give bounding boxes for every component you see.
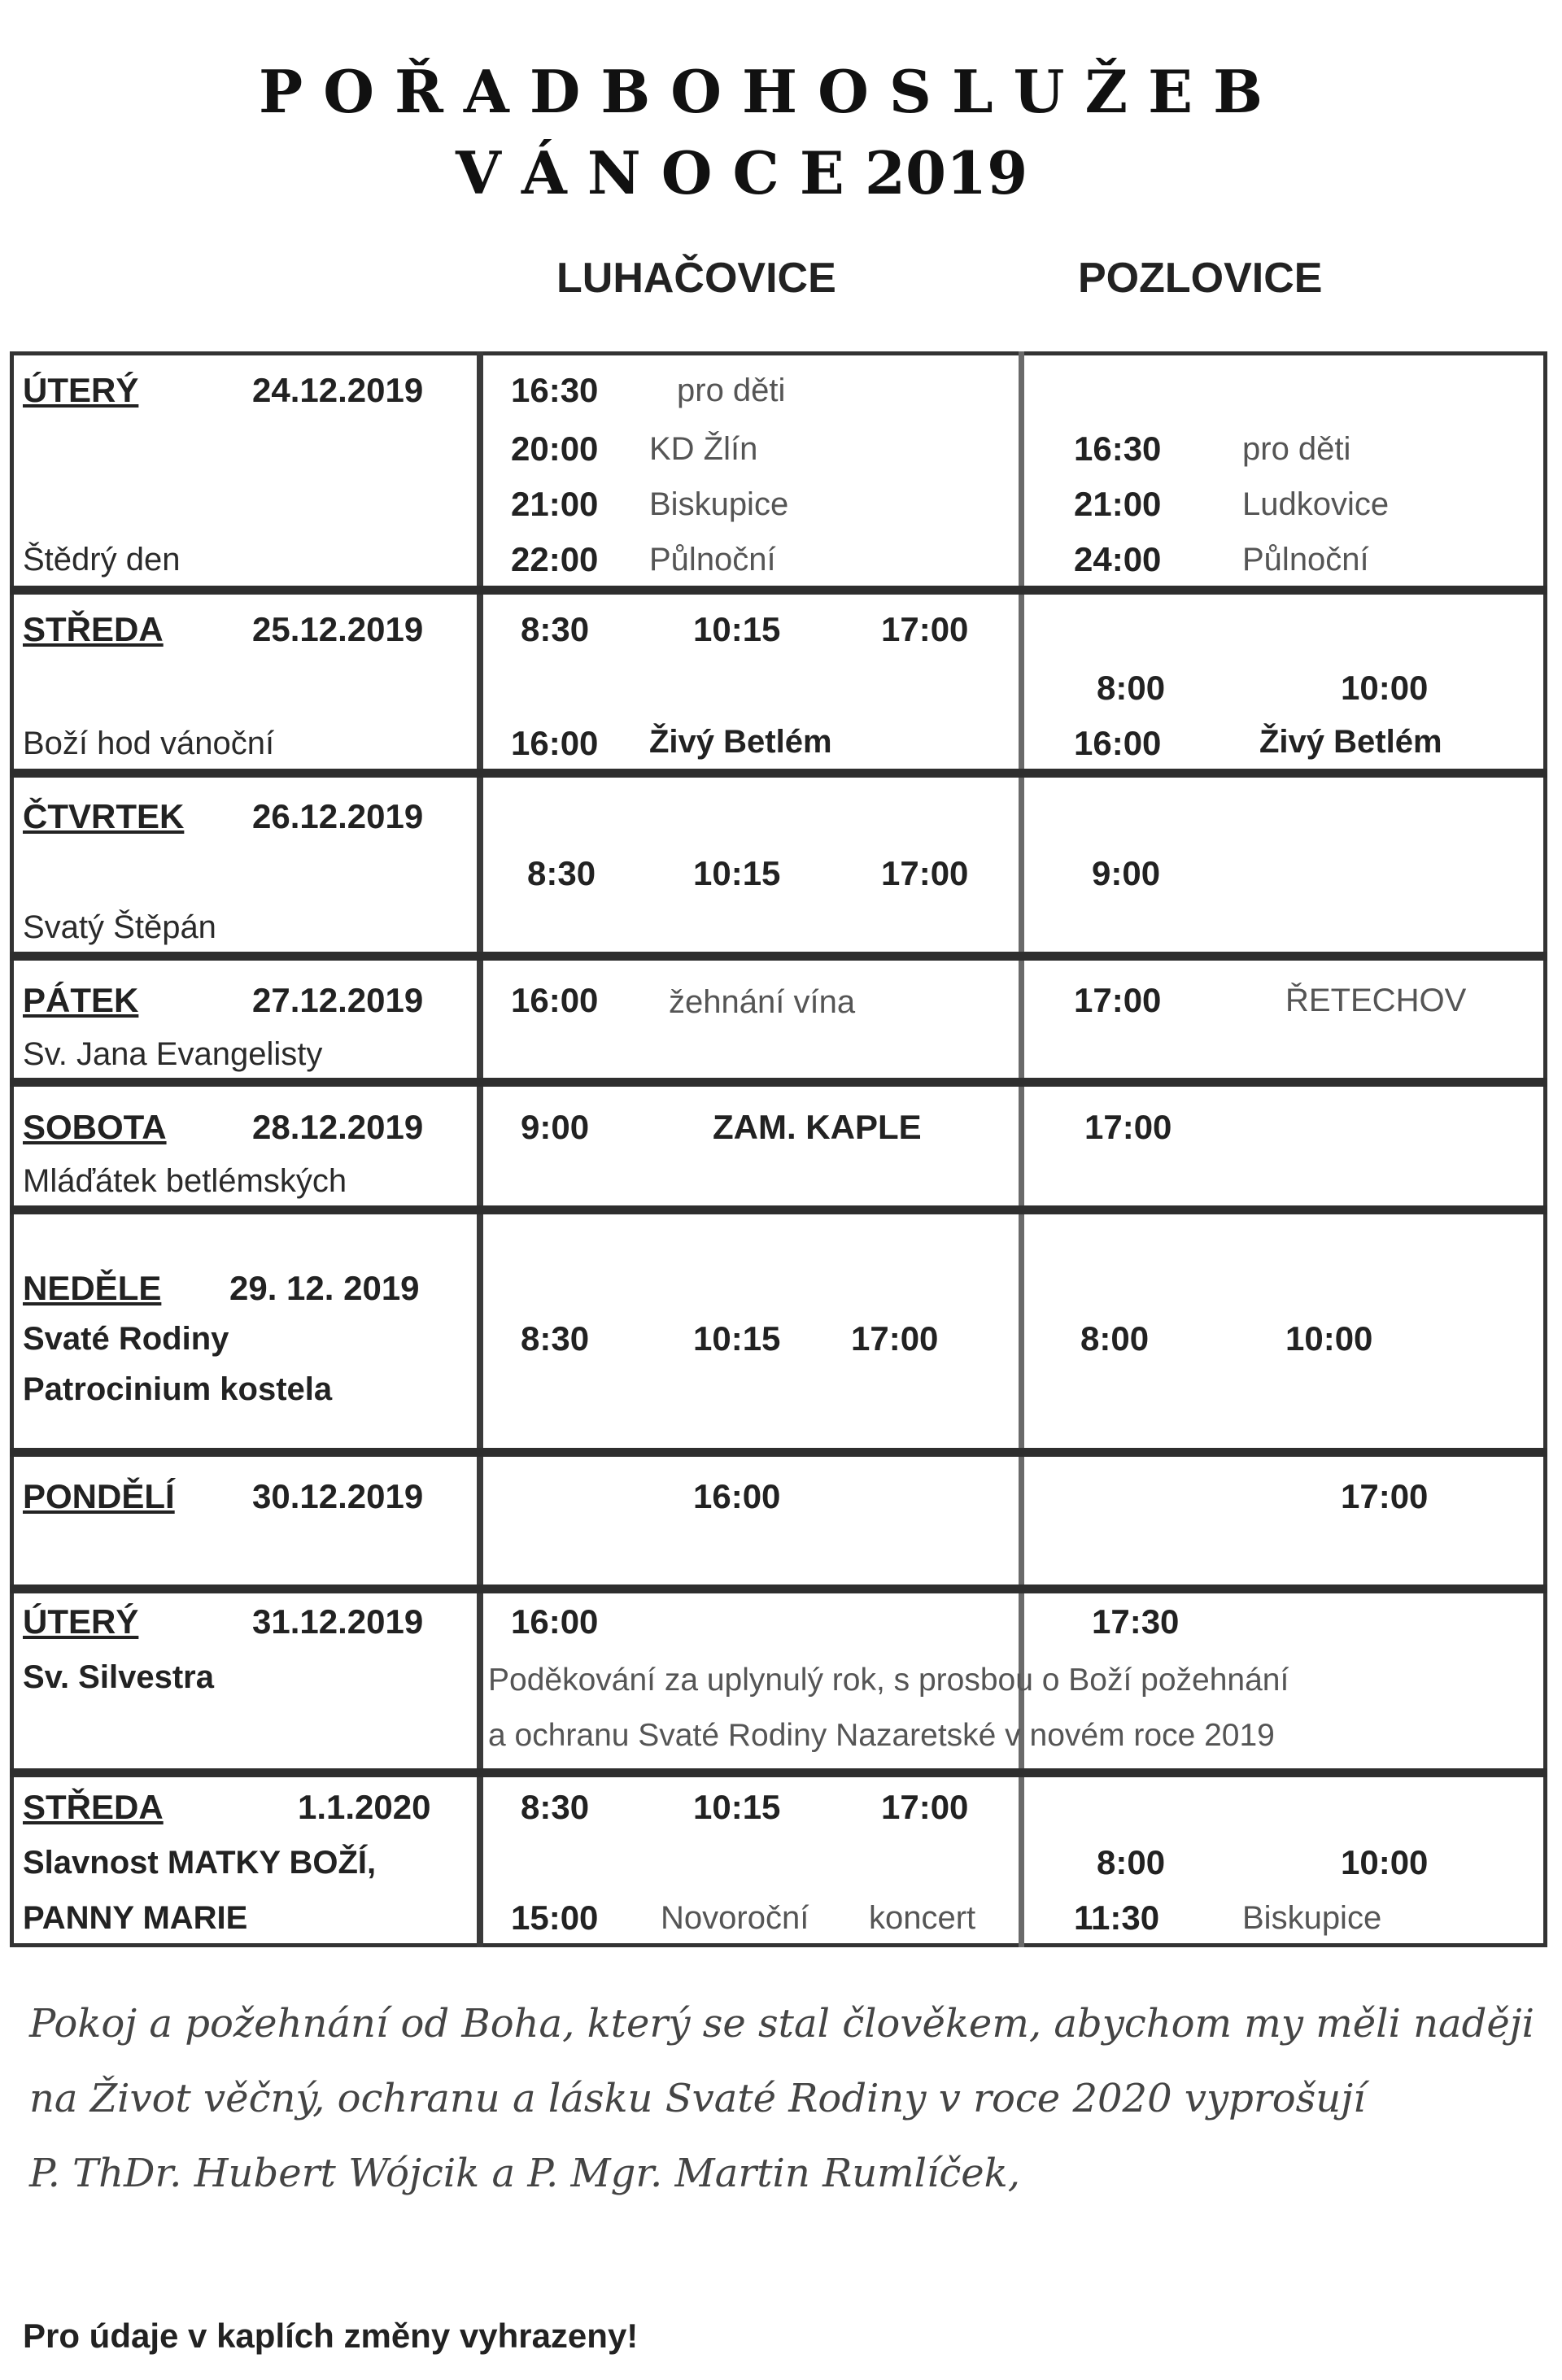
time: 8:00 <box>1080 1319 1150 1358</box>
day-name: NEDĚLE <box>23 1269 162 1307</box>
time: 10:00 <box>1341 669 1429 707</box>
service-note: Ludkovice <box>1242 486 1390 522</box>
time: 16:00 <box>511 1602 599 1641</box>
time: 16:00 <box>693 1477 781 1515</box>
row-divider <box>10 952 1547 961</box>
service-note: pro děti <box>1242 431 1351 467</box>
time: 8:30 <box>527 854 596 892</box>
time: 10:00 <box>1285 1319 1373 1358</box>
day-feast-note: PANNY MARIE <box>23 1900 248 1936</box>
day-date: 31.12.2019 <box>252 1602 424 1641</box>
day-feast: Boží hod vánoční <box>23 726 275 761</box>
service-note: pro děti <box>677 373 786 408</box>
time: 17:30 <box>1092 1602 1180 1641</box>
time: 10:15 <box>693 1788 781 1826</box>
time: 17:00 <box>1341 1477 1429 1515</box>
day-name: STŘEDA <box>23 610 164 648</box>
day-feast: Štědrý den <box>23 542 181 578</box>
time: 8:30 <box>521 610 590 648</box>
day-feast: Sv. Silvestra <box>23 1659 214 1695</box>
time: 21:00 <box>1074 485 1162 523</box>
day-date: 26.12.2019 <box>252 797 424 835</box>
day-feast: Sv. Jana Evangelisty <box>23 1036 323 1072</box>
time: 10:15 <box>693 610 781 648</box>
day-feast-note: Patrocinium kostela <box>23 1371 333 1407</box>
time: 17:00 <box>851 1319 939 1358</box>
service-note: Poděkování za uplynulý rok, s prosbou o Boží požehnání <box>488 1663 1289 1698</box>
time: 11:30 <box>1074 1898 1160 1937</box>
service-note: Půlnoční <box>1242 542 1369 578</box>
time: 16:00 <box>511 981 599 1019</box>
row-divider <box>10 1584 1547 1593</box>
time: 8:30 <box>521 1788 590 1826</box>
title-line-1: P O Ř A D B O H O S L U Ž E B <box>259 57 1263 126</box>
time: 8:00 <box>1097 669 1166 707</box>
time: 17:00 <box>1084 1108 1172 1146</box>
time: 9:00 <box>521 1108 590 1146</box>
time: 17:00 <box>881 854 969 892</box>
title-line-2: V Á N O C E 2019 <box>456 138 1028 207</box>
time: 24:00 <box>1074 540 1162 578</box>
time: 16:00 <box>1074 724 1162 762</box>
service-note: Živý Betlém <box>649 724 832 760</box>
day-name: PÁTEK <box>23 981 139 1019</box>
service-note: Biskupice <box>1242 1900 1382 1936</box>
time: 17:00 <box>1074 981 1162 1019</box>
footer-line-2: na Život věčný, ochranu a lásku Svaté Rodiny v roce 2020 vyprošují <box>29 2076 1366 2121</box>
day-feast: Svatý Štěpán <box>23 909 216 945</box>
service-note: ZAM. KAPLE <box>713 1108 922 1146</box>
day-name: ÚTERÝ <box>23 1602 139 1641</box>
day-feast: Slavnost MATKY BOŽÍ, <box>23 1845 377 1881</box>
day-name: SOBOTA <box>23 1108 167 1146</box>
time: 20:00 <box>511 429 599 468</box>
row-divider <box>10 1768 1547 1777</box>
service-note: žehnání vína <box>669 984 856 1020</box>
row-divider <box>10 586 1547 595</box>
column-header-luhacovice: LUHAČOVICE <box>556 255 836 302</box>
service-note: Živý Betlém <box>1259 724 1442 760</box>
time: 15:00 <box>511 1898 599 1937</box>
day-name: ÚTERÝ <box>23 371 139 409</box>
day-feast: Mláďátek betlémských <box>23 1163 347 1199</box>
row-divider <box>10 769 1547 778</box>
row-divider <box>10 1205 1547 1214</box>
time: 16:30 <box>1074 429 1162 468</box>
time: 10:15 <box>693 854 781 892</box>
day-date: 30.12.2019 <box>252 1477 424 1515</box>
service-note: a ochranu Svaté Rodiny Nazaretské v novém roce 2019 <box>488 1718 1275 1753</box>
footer-signature: P. ThDr. Hubert Wójcik a P. Mgr. Martin Rumlíček, <box>29 2151 1020 2196</box>
day-name: ČTVRTEK <box>23 797 185 835</box>
time: 16:30 <box>511 371 599 409</box>
time: 8:00 <box>1097 1843 1166 1881</box>
bottom-note: Pro údaje v kaplích změny vyhrazeny! <box>23 2317 639 2355</box>
time: 10:15 <box>693 1319 781 1358</box>
time: 17:00 <box>881 1788 969 1826</box>
day-name: PONDĚLÍ <box>23 1477 175 1515</box>
day-date: 24.12.2019 <box>252 371 424 409</box>
day-date: 28.12.2019 <box>252 1108 424 1146</box>
day-date: 29. 12. 2019 <box>229 1269 420 1307</box>
footer-line-1: Pokoj a požehnání od Boha, který se stal člověkem, abychom my měli naději <box>29 2001 1534 2047</box>
time: 21:00 <box>511 485 599 523</box>
day-name: STŘEDA <box>23 1788 164 1826</box>
day-date: 25.12.2019 <box>252 610 424 648</box>
row-divider <box>10 1078 1547 1087</box>
column-header-pozlovice: POZLOVICE <box>1078 255 1323 302</box>
service-note: ŘETECHOV <box>1285 983 1467 1018</box>
day-feast: Svaté Rodiny <box>23 1321 229 1357</box>
time: 17:00 <box>881 610 969 648</box>
service-note: Novoroční <box>661 1900 809 1936</box>
time: 22:00 <box>511 540 599 578</box>
service-note: Půlnoční <box>649 542 776 578</box>
row-divider <box>10 1448 1547 1457</box>
day-date: 27.12.2019 <box>252 981 424 1019</box>
service-note: Biskupice <box>649 486 789 522</box>
time: 16:00 <box>511 724 599 762</box>
time: 10:00 <box>1341 1843 1429 1881</box>
service-note: koncert <box>869 1900 976 1936</box>
time: 9:00 <box>1092 854 1161 892</box>
time: 8:30 <box>521 1319 590 1358</box>
day-date: 1.1.2020 <box>298 1788 431 1826</box>
service-note: KD Žlín <box>649 431 758 467</box>
